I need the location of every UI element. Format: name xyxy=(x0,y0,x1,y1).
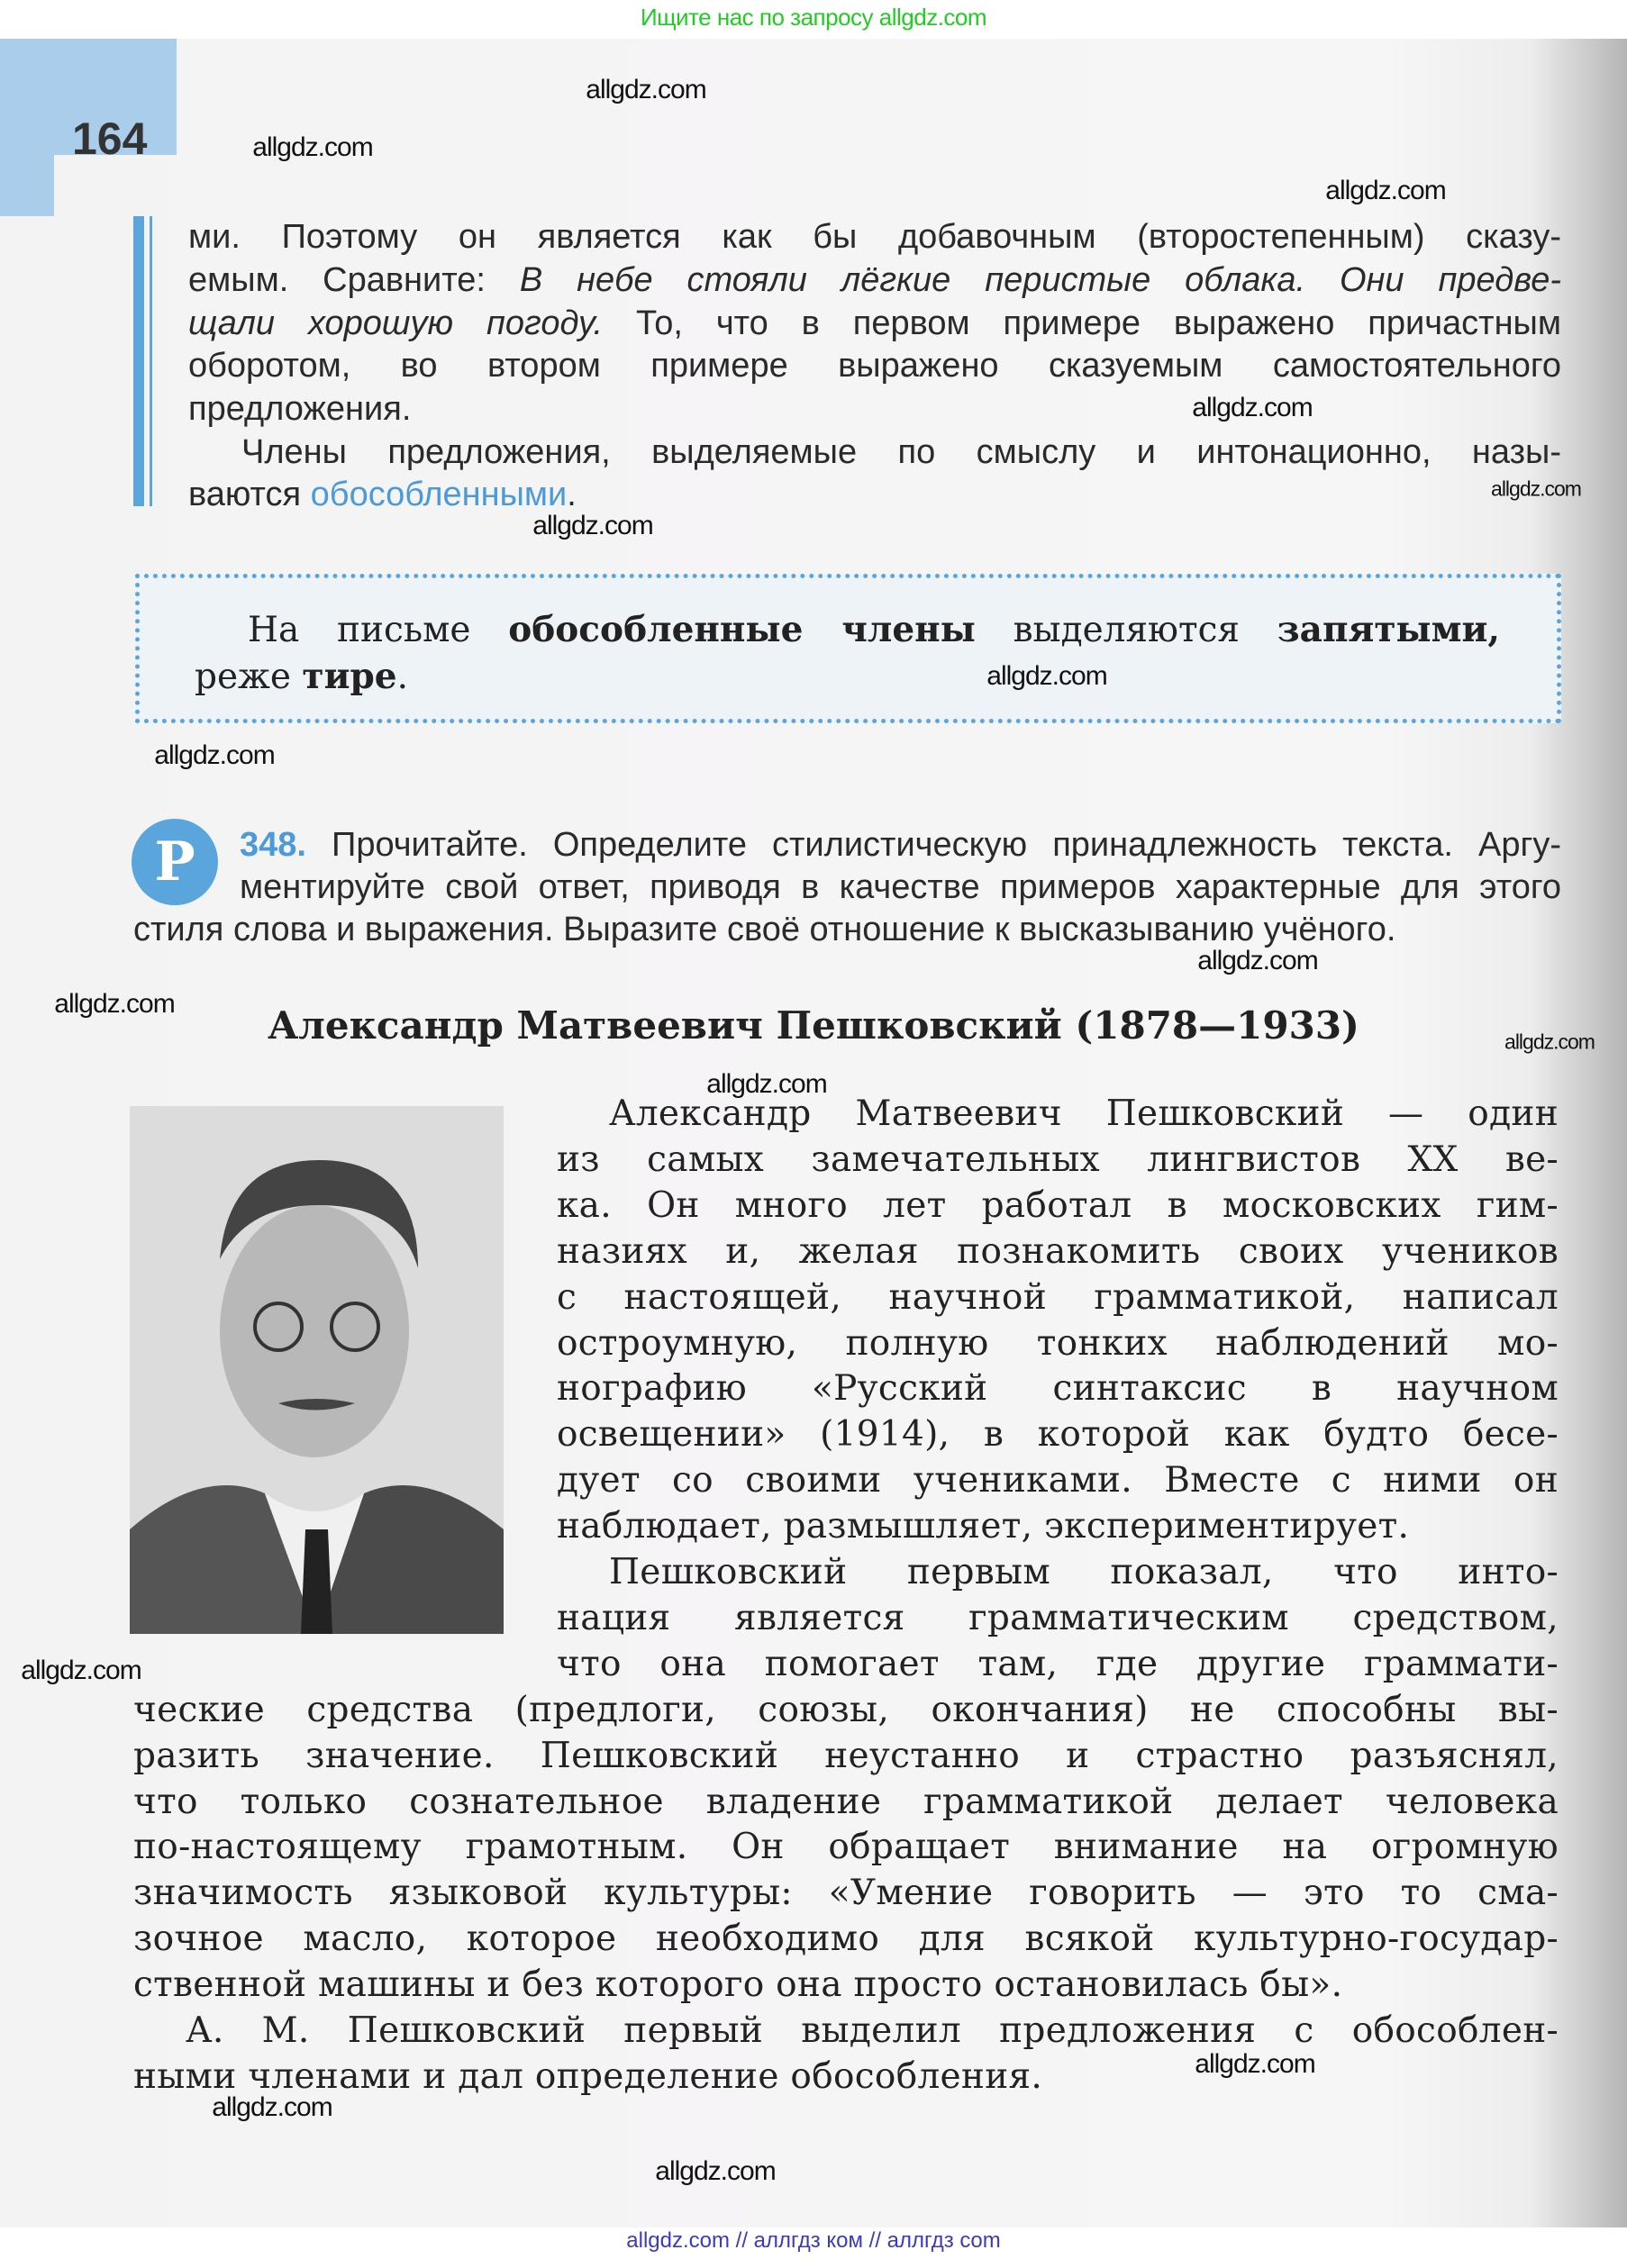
watermark-text: allgdz.com xyxy=(1325,176,1446,205)
rule-line xyxy=(248,609,1500,650)
watermark-text: allgdz.com xyxy=(706,1069,827,1099)
text: . xyxy=(567,476,577,513)
article-line: ственной машины и без которого она просто остановилась бы». xyxy=(133,1964,1343,2006)
page-number: 164 xyxy=(72,113,148,164)
watermark-text: allgdz.com xyxy=(1491,476,1581,501)
exercise-badge-icon: Р xyxy=(132,819,218,905)
watermark-text: allgdz.com xyxy=(252,132,373,162)
article-line: Александр Матвеевич Пешковский — один xyxy=(609,1093,1559,1134)
article-line: назиях и, желая познакомить своих учеников xyxy=(557,1230,1559,1272)
text: . xyxy=(396,657,408,697)
text: То, что в первом примере выражено причастным xyxy=(603,304,1561,342)
article-line: по-настоящему грамотным. Он обращает внимание на огромную xyxy=(133,1827,1559,1868)
bold-term: запятыми, xyxy=(1277,609,1500,650)
watermark-text: allgdz.com xyxy=(1195,2049,1315,2079)
text-line: ми. Поэтому он является как бы добавочным (второстепенным) сказу- xyxy=(188,218,1561,256)
search-banner: Ищите нас по запросу allgdz.com xyxy=(640,4,987,31)
exercise-line: ментируйте свой ответ, приводя в качестве примеров характерные для этого xyxy=(240,868,1561,906)
rule-line xyxy=(195,656,408,697)
watermark-text: allgdz.com xyxy=(21,1656,141,1685)
text-line: оборотом, во втором примере выражено сказуемым самостоятельного xyxy=(188,347,1561,385)
text: емым. Сравните: xyxy=(188,261,520,299)
article-title: Александр Матвеевич Пешковский (1878—1933) xyxy=(268,1003,1359,1048)
article-line: нация является грамматическим средством, xyxy=(557,1597,1559,1638)
text-line: предложения. xyxy=(188,390,412,428)
watermark-text: allgdz.com xyxy=(212,2092,332,2122)
term-highlight: обособленными xyxy=(310,476,568,513)
article-line: что только сознательное владение грамматикой делает человека xyxy=(133,1781,1559,1822)
watermark-text: allgdz.com xyxy=(986,661,1107,691)
article-line: разить значение. Пешковский неустанно и страстно разъяснял, xyxy=(133,1735,1559,1776)
article-line: из самых замечательных лингвистов XX ве- xyxy=(557,1139,1559,1180)
article-line: ка. Он много лет работал в московских гим- xyxy=(557,1184,1559,1226)
example-italic: щали хорошую погоду. xyxy=(188,304,604,342)
text: выделяются xyxy=(975,610,1277,650)
watermark-text: allgdz.com xyxy=(1504,1030,1595,1054)
article-line: остроумную, полную тонких наблюдений мо- xyxy=(557,1322,1559,1364)
exercise-line: стиля слова и выражения. Выразите своё отношение к высказыванию учёного. xyxy=(133,911,1396,948)
footer-links: allgdz.com // аллгдз ком // аллгдз com xyxy=(626,2228,1001,2253)
text-line: Члены предложения, выделяемые по смыслу и интонационно, назы- xyxy=(241,433,1561,471)
exercise-line xyxy=(240,826,1561,865)
section-bar xyxy=(133,216,144,506)
watermark-text: allgdz.com xyxy=(532,511,653,540)
text: Прочитайте. Определите стилистическую принадлежность текста. Аргу- xyxy=(305,826,1561,864)
exercise-number: 348. xyxy=(240,826,306,864)
watermark-text: allgdz.com xyxy=(655,2156,776,2186)
example-italic: В небе стояли лёгкие перистые облака. Они предве- xyxy=(519,261,1561,299)
text-line xyxy=(188,261,1561,300)
page-corner-decoration xyxy=(0,126,54,216)
article-line: с настоящей, научной грамматикой, написал xyxy=(557,1276,1559,1318)
article-line: значимость языковой культуры: «Умение говорить — это то сма- xyxy=(133,1873,1559,1914)
article-line: нографию «Русский синтаксис в научном xyxy=(557,1368,1559,1410)
text: реже xyxy=(195,657,303,697)
text: На письме xyxy=(248,610,509,650)
text-line xyxy=(188,476,577,514)
watermark-text: allgdz.com xyxy=(1197,946,1318,975)
text-line xyxy=(188,304,1561,343)
article-line: Пешковский первым показал, что инто- xyxy=(609,1552,1559,1592)
portrait-drawing xyxy=(130,1106,504,1634)
watermark-text: allgdz.com xyxy=(1192,393,1313,422)
article-line: зочное масло, которое необходимо для всякой культурно-государ- xyxy=(133,1919,1559,1960)
article-line: А. М. Пешковский первый выделил предложения с обособлен- xyxy=(186,2010,1559,2051)
bold-term: тире xyxy=(302,656,397,697)
portrait-image xyxy=(130,1106,504,1634)
article-line: освещении» (1914), в которой как будто бесе- xyxy=(557,1414,1559,1456)
section-bar-thin xyxy=(150,216,152,506)
bold-term: обособленные члены xyxy=(508,609,976,650)
article-line: дует со своими учениками. Вместе с ними он xyxy=(557,1460,1559,1501)
article-line: что она помогает там, где другие граммати- xyxy=(557,1643,1559,1684)
text: ваются xyxy=(188,476,311,513)
article-line: наблюдает, размышляет, экспериментирует. xyxy=(557,1506,1410,1547)
watermark-text: allgdz.com xyxy=(586,75,706,104)
watermark-text: allgdz.com xyxy=(54,989,175,1019)
watermark-text: allgdz.com xyxy=(154,740,275,770)
article-line: ческие средства (предлоги, союзы, окончания) не способны вы- xyxy=(133,1689,1559,1730)
article-line: ными членами и дал определение обособления. xyxy=(133,2055,1043,2097)
